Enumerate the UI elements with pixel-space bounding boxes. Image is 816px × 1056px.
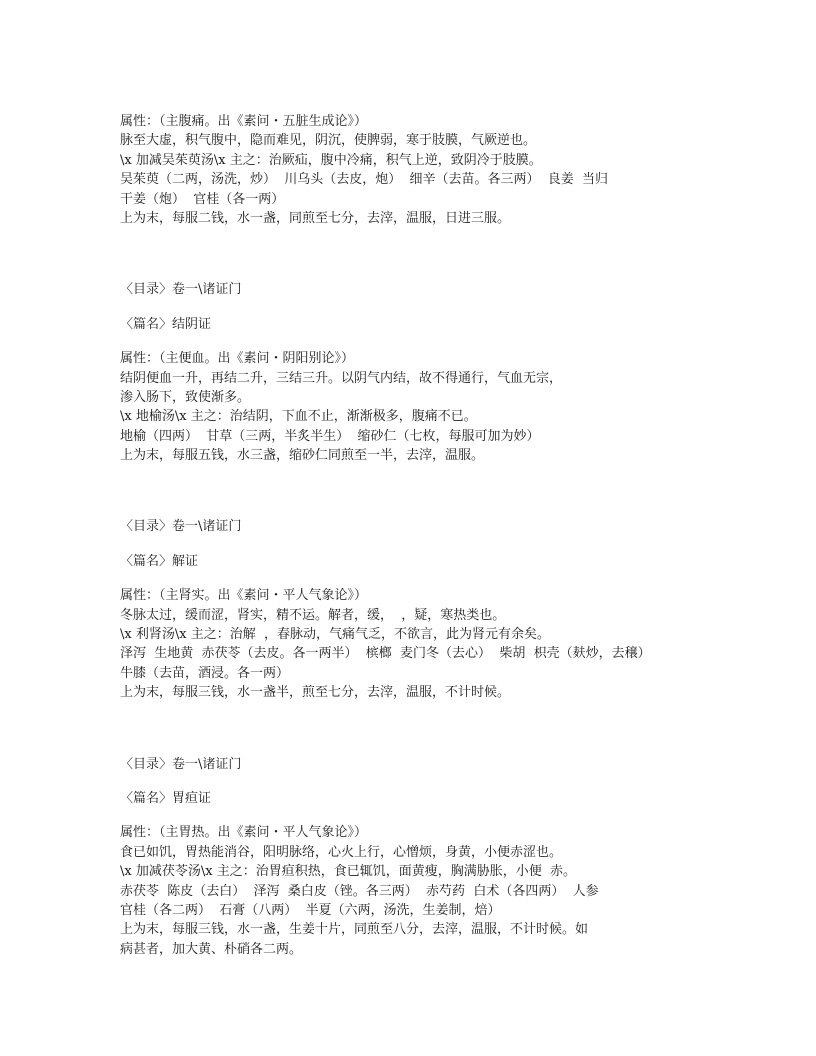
text-line: 食已如饥，胃热能消谷，阳明脉络，心火上行，心憎烦，身黄，小便赤涩也。 [120, 844, 563, 860]
formula-line: \x 地榆汤\x 主之：治结阴，下血不止，渐渐极多，腹痛不已。 [120, 409, 477, 425]
ingredients-line: 地榆（四两） 甘草（三两，半炙半生） 缩砂仁（七枚，每服可加为妙） [120, 428, 540, 444]
formula-line: \x 利肾汤\x 主之：治解 ，春脉动，气痛气乏，不欲言，此为肾元有余矣。 [120, 627, 550, 643]
catalog-heading: 〈目录〉卷一\诸证门 [120, 282, 242, 298]
catalog-heading: 〈目录〉卷一\诸证门 [120, 519, 242, 535]
dosage-line: 上为末，每服二钱，水一盏，同煎至七分，去滓，温服，日进三服。 [120, 210, 511, 226]
dosage-line: 上为末，每服三钱，水一盏半，煎至七分，去滓，温服，不计时候。 [120, 685, 511, 701]
attribute-line: 属性：（主腹痛。出《素问・五脏生成论》） [120, 114, 368, 129]
catalog-heading: 〈目录〉卷一\诸证门 [120, 756, 242, 772]
text-line: 冬脉太过，缓而涩，肾实，精不运。解者，缓， ，疑，寒热类也。 [120, 607, 506, 623]
chapter-title: 〈篇名〉胃疸证 [120, 790, 212, 806]
section-jieyin [120, 280, 780, 465]
section-jie [120, 517, 780, 702]
dosage-line: 上为末，每服五钱，水三盏，缩砂仁同煎至一半，去滓，温服。 [120, 448, 485, 464]
attribute-line: 属性：（主肾实。出《素问・平人气象论》） [120, 588, 368, 604]
section-abdominal-pain [120, 112, 780, 228]
ingredients-line: 官桂（各二两） 石膏（八两） 半夏（六两，汤洗，生姜制，焙） [120, 902, 501, 918]
ingredients-line: 泽泻 生地黄 赤茯苓（去皮。各一两半） 槟榔 麦门冬（去心） 柴胡 枳壳（麸炒，去穣） [120, 646, 651, 662]
dosage-line: 病甚者，加大黄、朴硝各二两。 [120, 941, 303, 957]
ingredients-line: 赤茯苓 陈皮（去白） 泽泻 桑白皮（锉。各三两） 赤芍药 白术（各四两） 人参 [120, 883, 599, 899]
attribute-line: 属性：（主胃热。出《素问・平人气象论》） [120, 825, 368, 841]
chapter-title: 〈篇名〉结阴证 [120, 316, 212, 332]
text-line: 结阴便血一升，再结二升，三结三升。以阴气内结，故不得通行，气血无宗， [120, 370, 563, 386]
formula-line: \x 加减茯苓汤\x 主之：治胃疸积热，食已辄饥，面黄瘦，胸满胁胀，小便 赤。 [120, 864, 576, 880]
ingredients-line: 牛膝（去苗，酒浸。各一两） [120, 665, 290, 681]
section-weidan [120, 755, 780, 960]
ingredients-line: 干姜（炮） 官桂（各一两） [120, 191, 285, 207]
text-line: 渗入肠下，致使渐多。 [120, 389, 251, 405]
document-page [120, 112, 780, 959]
formula-line: \x 加减吴茱萸汤\x 主之：治厥疝，腹中冷痛，积气上逆，致阴冷于肢膜。 [120, 152, 542, 168]
attribute-line: 属性：（主便血。出《素问・阴阳别论》） [120, 351, 355, 367]
text-line: 脉至大虚，积气腹中，隐而难见，阴沉，使脾弱，寒于肢膜，气厥逆也。 [120, 133, 537, 149]
dosage-line: 上为末，每服三钱，水一盏，生姜十片，同煎至八分，去滓，温服，不计时候。如 [120, 922, 589, 938]
chapter-title: 〈篇名〉解证 [120, 553, 199, 569]
ingredients-line: 吴茱萸（二两，汤洗，炒） 川乌头（去皮，炮） 细辛（去苗。各三两） 良姜 当归 [120, 172, 609, 188]
